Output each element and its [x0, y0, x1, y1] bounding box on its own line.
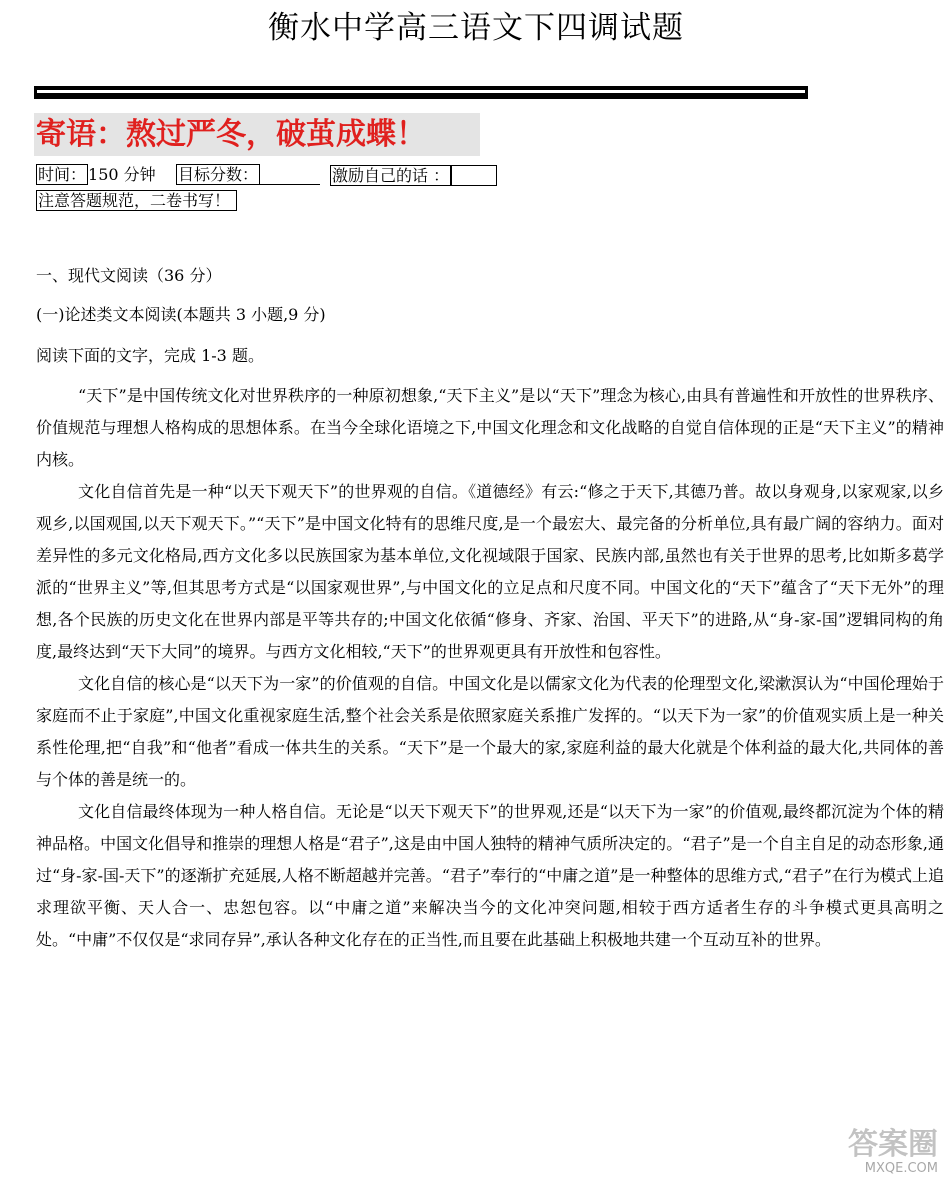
section-title: 一、现代文阅读（36 分） [36, 266, 222, 285]
target-score-label: 目标分数： [178, 165, 259, 184]
passage-paragraph: 文化自信的核心是“以天下为一家”的价值观的自信。中国文化是以儒家文化为代表的伦理型文化,梁漱溟认为“中国伦理始于家庭而不止于家庭”,中国文化重视家庭生活,整个社会关系是依照家庭关系推广发挥的。“以天下为一家”的价值观实质上是一种关系性伦理,把“自我”和“他者”看成一体共生的关系。“天下”是一个最大的家,家庭利益的最大化就是个体利益的最大化,共同体的善与个体的善是统一的。 [36, 674, 944, 789]
reading-instruction: 阅读下面的文字，完成 1-3 题。 [36, 346, 264, 365]
title-divider [34, 86, 808, 99]
answer-notice-text: 注意答题规范，二卷书写！ [36, 190, 237, 211]
encouragement-field [330, 165, 497, 186]
reading-passage [36, 380, 944, 956]
passage-paragraph: 文化自信最终体现为一种人格自信。无论是“以天下观天下”的世界观,还是“以天下为一家”的价值观,最终都沉淀为个体的精神品格。中国文化倡导和推崇的理想人格是“君子”,这是由中国人独特的精神气质所决定的。“君子”是一个自主自足的动态形象,通过“身-家-国-天下”的逐渐扩充延展,人格不断超越并完善。“君子”奉行的“中庸之道”是一种整体的思维方式,“君子”在行为模式上追求理欲平衡、天人合一、忠恕包容。以“中庸之道”来解决当今的文化冲突问题,相较于西方适者生存的斗争模式更具高明之处。“中庸”不仅仅是“求同存异”,承认各种文化存在的正当性,而且要在此基础上积极地共建一个互动互补的世界。 [36, 802, 944, 949]
section-subtitle: (一)论述类文本阅读(本题共 3 小题,9 分) [36, 305, 326, 324]
time-label: 时间： [38, 165, 87, 184]
encouragement-label: 激励自己的话 ： [332, 166, 450, 185]
answer-notice [36, 191, 237, 211]
target-score-field [176, 165, 320, 185]
watermark-sub: MXQE.COM [864, 1161, 938, 1176]
encouragement-blank [451, 165, 497, 186]
motto-text: 寄语：熬过严冬，破茧成蝶！ [36, 117, 426, 152]
passage-paragraph: “天下”是中国传统文化对世界秩序的一种原初想象,“天下主义”是以“天下”理念为核心,由具有普遍性和开放性的世界秩序、价值规范与理想人格构成的思想体系。在当今全球化语境之下,中国文化理念和文化战略的自觉自信体现的正是“天下主义”的精神内核。 [36, 386, 944, 469]
passage-paragraph: 文化自信首先是一种“以天下观天下”的世界观的自信。《道德经》有云:“修之于天下,其德乃普。故以身观身,以家观家,以乡观乡,以国观国,以天下观天下。”“天下”是中国文化特有的思维尺度,是一个最宏大、最完备的分析单位,具有最广阔的容纳力。面对差异性的多元文化格局,西方文化多以民族国家为基本单位,文化视域限于国家、民族内部,虽然也有关于世界的思考,比如斯多葛学派的“世界主义”等,但其思考方式是“以国家观世界”,与中国文化的立足点和尺度不同。中国文化的“天下”蕴含了“天下无外”的理想,各个民族的历史文化在世界内部是平等共存的;中国文化依循“修身、齐家、治国、平天下”的进路,从“身-家-国”逻辑同构的角度,最终达到“天下大同”的境界。与西方文化相较,“天下”的世界观更具有开放性和包容性。 [36, 482, 944, 661]
time-value: 150 分钟 [88, 165, 156, 184]
exam-title: 衡水中学高三语文下四调试题 [268, 10, 684, 46]
watermark-logo [848, 1128, 938, 1176]
target-score-blank [260, 166, 320, 185]
time-field [36, 165, 156, 185]
watermark-main: 答案圈 [848, 1127, 938, 1162]
